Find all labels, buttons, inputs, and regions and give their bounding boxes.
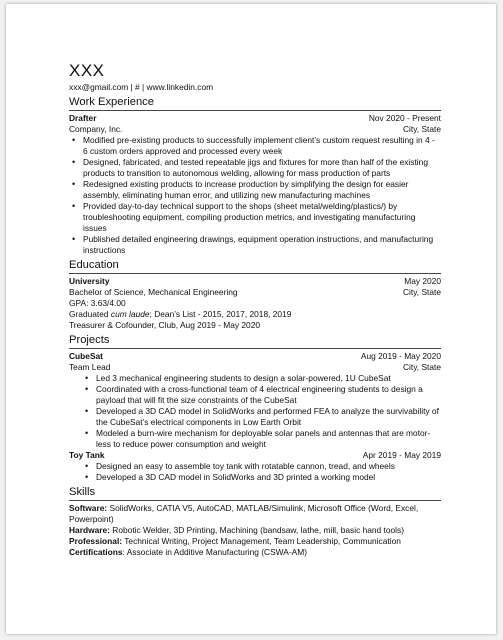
skill-label: Hardware:: [69, 525, 110, 535]
list-item: • Designed an easy to assemble toy tank with rotatable cannon, tread, and wheels: [69, 461, 441, 472]
degree: Bachelor of Science, Mechanical Engineering: [69, 287, 238, 297]
candidate-name: XXX: [69, 61, 105, 80]
job-dates: Nov 2020 - Present: [368, 113, 441, 123]
job-header-row: [69, 113, 441, 124]
skill-line: [69, 503, 441, 525]
project-role-row: [69, 362, 441, 373]
resume-content: [69, 62, 441, 558]
list-item: • Developed a 3D CAD model in SolidWorks and 3D printed a working model: [69, 472, 441, 483]
school-location: City, State: [402, 287, 441, 297]
section-heading-work: Work Experience: [69, 96, 441, 111]
education-header-row: [69, 276, 441, 287]
skill-text: : Associate in Additive Manufacturing (CSWA-AM): [122, 547, 308, 557]
skill-text: Technical Writing, Project Management, Team Leadership, Communication: [122, 536, 401, 546]
honors-latin: cum laude: [110, 309, 150, 319]
contact-line: xxx@gmail.com | # | www.linkedin.com: [69, 82, 214, 92]
project-dates: Apr 2019 - May 2019: [362, 450, 441, 460]
project-location: City, State: [402, 362, 441, 372]
project-header-row: [69, 450, 441, 461]
honors-line: [69, 309, 441, 320]
skill-label: Professional:: [69, 536, 123, 546]
club-line: Treasurer & Cofounder, Club, Aug 2019 - May 2020: [69, 320, 261, 330]
degree-row: [69, 287, 441, 298]
skill-line: [69, 525, 441, 536]
skill-line: [69, 547, 441, 558]
skill-line: [69, 536, 441, 547]
skill-label: Software:: [69, 503, 108, 513]
skill-text: SolidWorks, CATIA V5, AutoCAD, MATLAB/Simulink, Microsoft Office (Word, Excel, Powerpoint): [69, 503, 419, 524]
list-item: • Redesigned existing products to increase production by simplifying the design for easier assembly, eliminating human error, and utilizing new manufacturing machines: [69, 179, 441, 201]
list-item: • Modified pre-existing products to successfully implement client’s custom request resulting in 4 - 6 custom orders approved and processed every week: [69, 135, 441, 157]
skill-text: Robotic Welder, 3D Printing, Machining (bandsaw, lathe, mill, basic hand tools): [109, 525, 405, 535]
project-bullet-list: [69, 461, 441, 483]
job-location: City, State: [402, 124, 441, 134]
list-item: • Designed, fabricated, and tested repeatable jigs and fixtures for more than half of the existing products to transition to autonomous welding, allowing for mass production of parts: [69, 157, 441, 179]
job-title: Drafter: [69, 113, 97, 123]
job-company: Company, Inc.: [69, 124, 123, 134]
project-title: Toy Tank: [69, 450, 105, 460]
project-role: Team Lead: [69, 362, 111, 372]
job-company-row: [69, 124, 441, 135]
project-bullet-list: [69, 373, 441, 450]
resume-page: [6, 4, 496, 634]
section-heading-education: Education: [69, 259, 441, 274]
project-dates: Aug 2019 - May 2020: [360, 351, 441, 361]
list-item: • Coordinated with a cross-functional team of 4 electrical engineering students to design a payload that will fit the size constraints of the CubeSat: [69, 384, 441, 406]
honors-suffix: ; Dean’s List - 2015, 2017, 2018, 2019: [149, 309, 292, 319]
honors-prefix: Graduated: [69, 309, 111, 319]
section-heading-skills: Skills: [69, 486, 441, 501]
list-item: • Led 3 mechanical engineering students to design a solar-powered, 1U CubeSat: [69, 373, 441, 384]
job-bullet-list: [69, 135, 441, 256]
list-item: • Developed a 3D CAD model in SolidWorks and performed FEA to analyze the survivability of the CubeSat’s electrical components in Low Earth Orbit: [69, 406, 441, 428]
gpa: GPA: 3.63/4.00: [69, 298, 126, 308]
project-title: CubeSat: [69, 351, 103, 361]
graduation-date: May 2020: [404, 276, 441, 286]
list-item: • Published detailed engineering drawings, equipment operation instructions, and manufacturing instructions: [69, 234, 441, 256]
list-item: • Modeled a burn-wire mechanism for deployable solar panels and antennas that are motor-less to reduce power consumption and weight: [69, 428, 441, 450]
section-heading-projects: Projects: [69, 334, 441, 349]
skill-label: Certifications: [69, 547, 123, 557]
school-name: University: [69, 276, 110, 286]
list-item: • Provided day-to-day technical support to the shops (sheet metal/welding/plastics/) by troubleshooting equipment, compiling production metrics, and investigating manufacturing issues: [69, 201, 441, 234]
project-header-row: [69, 351, 441, 362]
